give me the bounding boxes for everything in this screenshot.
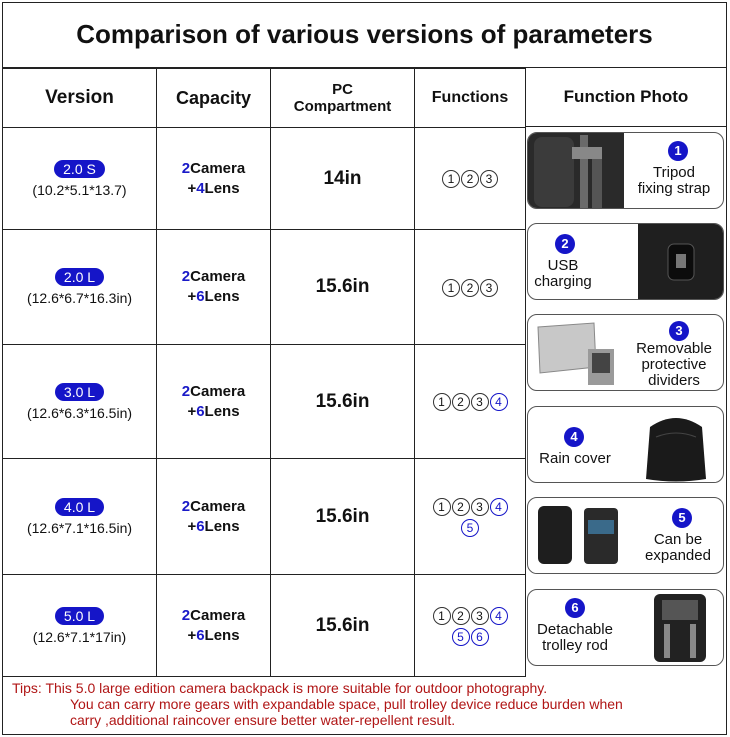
function-number-badge: 2	[452, 393, 470, 411]
functions-line1	[415, 168, 525, 189]
tips-line3: carry ,additional raincover ensure better water-repellent result.	[70, 712, 456, 728]
version-cell	[3, 575, 157, 677]
camera-label: Camera	[190, 606, 246, 624]
lens-label: Lens	[204, 179, 240, 197]
lens-label: Lens	[204, 402, 240, 420]
header-functions: Functions	[415, 69, 526, 128]
function-number-badge: 2	[461, 170, 479, 188]
capacity-cell	[157, 128, 271, 230]
capacity-cell	[157, 459, 271, 575]
function-number-badge: 2	[452, 607, 470, 625]
function-caption	[624, 165, 724, 197]
capacity-lens	[157, 402, 270, 422]
pc-compartment-cell: 15.6in	[271, 345, 415, 459]
pc-compartment-cell: 15.6in	[271, 459, 415, 575]
function-number-badge: 3	[471, 498, 489, 516]
dividers-photo	[534, 319, 624, 389]
function-caption-line2: fixing strap	[637, 180, 711, 197]
header-pc-line1: PC	[332, 81, 353, 98]
tips-note	[12, 680, 722, 728]
capacity-camera	[157, 606, 270, 626]
camera-label: Camera	[190, 497, 246, 515]
version-pill: 5.0 L	[55, 607, 104, 625]
function-number-badge: 4	[490, 393, 508, 411]
table-row	[3, 345, 526, 459]
header-capacity: Capacity	[157, 69, 271, 128]
usb-charging-photo	[638, 224, 724, 300]
function-caption-line1: Detachable	[537, 621, 613, 638]
function-number-badge: 3	[471, 607, 489, 625]
functions-line1	[415, 391, 525, 412]
lens-plus: +	[187, 288, 197, 305]
page-title: Comparison of various versions of parameters	[2, 2, 727, 68]
function-number-badge: 2	[555, 234, 575, 254]
version-pill: 4.0 L	[55, 498, 104, 516]
lens-plus: +	[187, 402, 197, 420]
lens-plus: +	[187, 626, 197, 644]
table-row	[3, 459, 526, 575]
function-photo-card	[527, 314, 724, 391]
camera-count: 2	[181, 606, 191, 624]
functions-line1	[415, 605, 525, 626]
function-caption-line2: protective	[641, 356, 707, 373]
function-number-badge: 5	[461, 519, 479, 537]
function-caption-line3: dividers	[648, 372, 700, 389]
tips-line1: Tips: This 5.0 large edition camera backpack is more suitable for outdoor photography.	[12, 680, 548, 696]
function-caption	[632, 532, 724, 564]
functions-line2	[415, 626, 525, 647]
version-dimensions: (12.6*6.7*16.3in)	[26, 290, 133, 306]
function-number-badge: 1	[442, 279, 460, 297]
lens-count: 6	[196, 626, 205, 644]
version-dimensions: (12.6*7.1*17in)	[32, 628, 127, 645]
function-number-badge: 5	[452, 628, 470, 646]
version-cell	[3, 230, 157, 345]
table-row	[3, 128, 526, 230]
function-number-badge: 4	[490, 607, 508, 625]
function-number-badge: 3	[471, 393, 489, 411]
camera-count: 2	[181, 268, 191, 285]
function-number-badge: 1	[433, 393, 451, 411]
tripod-strap-photo	[528, 133, 624, 209]
function-caption	[624, 341, 724, 389]
comparison-table	[2, 68, 526, 677]
table-row	[3, 230, 526, 345]
function-caption	[530, 258, 596, 290]
lens-label: Lens	[204, 517, 240, 535]
header-pc-line2: Compartment	[293, 98, 392, 115]
function-number-badge: 3	[480, 170, 498, 188]
function-number-badge: 2	[452, 498, 470, 516]
pc-compartment-cell: 15.6in	[271, 230, 415, 345]
header-function-photo: Function Photo	[525, 68, 727, 127]
capacity-camera	[157, 382, 270, 402]
functions-cell	[415, 459, 526, 575]
camera-label: Camera	[190, 268, 246, 285]
pc-compartment-cell: 15.6in	[271, 575, 415, 677]
function-number-badge: 6	[471, 628, 489, 646]
version-cell	[3, 128, 157, 230]
lens-count: 4	[196, 179, 205, 197]
functions-cell	[415, 345, 526, 459]
tips-line2: You can carry more gears with expandable space, pull trolley device reduce burden when	[70, 696, 623, 712]
functions-line1	[415, 496, 525, 517]
function-photo-card	[527, 223, 724, 300]
function-number-badge: 3	[480, 279, 498, 297]
lens-label: Lens	[204, 288, 240, 305]
function-caption	[530, 451, 620, 467]
lens-plus: +	[187, 179, 197, 197]
pc-compartment-cell: 14in	[271, 128, 415, 230]
lens-label: Lens	[204, 626, 240, 644]
function-caption	[530, 622, 620, 654]
capacity-camera	[157, 497, 270, 517]
header-version: Version	[3, 69, 157, 128]
function-caption-line1: USB	[547, 257, 579, 274]
camera-count: 2	[181, 497, 191, 515]
lens-count: 6	[196, 402, 205, 420]
version-dimensions: (12.6*6.3*16.5in)	[26, 404, 133, 421]
function-number-badge: 1	[668, 141, 688, 161]
function-caption-line2: trolley rod	[542, 637, 608, 654]
header-row	[3, 69, 526, 128]
function-number-badge: 1	[433, 498, 451, 516]
function-photo-card	[527, 497, 724, 574]
header-pc-compartment	[271, 69, 415, 128]
capacity-cell	[157, 230, 271, 345]
capacity-lens	[157, 626, 270, 646]
version-cell	[3, 459, 157, 575]
version-pill: 2.0 S	[54, 160, 105, 178]
function-caption-line2: expanded	[645, 547, 711, 564]
lens-count: 6	[196, 517, 205, 535]
function-number-badge: 4	[490, 498, 508, 516]
expanded-backpack-photo	[532, 500, 632, 573]
function-caption-line1: Can be	[653, 531, 703, 548]
camera-label: Camera	[190, 382, 246, 400]
table-row	[3, 575, 526, 677]
lens-count: 6	[196, 288, 205, 305]
functions-cell	[415, 575, 526, 677]
capacity-camera	[157, 159, 270, 179]
function-number-badge: 2	[461, 279, 479, 297]
function-number-badge: 1	[433, 607, 451, 625]
camera-count: 2	[181, 159, 191, 177]
capacity-lens	[157, 287, 270, 307]
capacity-cell	[157, 575, 271, 677]
function-number-badge: 6	[565, 598, 585, 618]
function-caption-line1: Removable	[636, 340, 712, 357]
function-photo-card	[527, 406, 724, 483]
function-photo-card	[527, 589, 724, 666]
capacity-camera	[157, 267, 270, 287]
version-pill: 3.0 L	[55, 383, 104, 401]
capacity-lens	[157, 517, 270, 537]
version-dimensions: (12.6*7.1*16.5in)	[26, 519, 133, 536]
functions-line2	[415, 517, 525, 538]
functions-cell	[415, 230, 526, 345]
version-pill: 2.0 L	[55, 268, 104, 286]
function-photo-card	[527, 132, 724, 209]
function-number-badge: 5	[672, 508, 692, 528]
functions-line1	[415, 277, 525, 298]
function-caption-line1: Tripod	[653, 164, 695, 181]
function-caption-line1: Rain cover	[539, 450, 611, 467]
lens-plus: +	[187, 517, 197, 535]
functions-cell	[415, 128, 526, 230]
function-number-badge: 4	[564, 427, 584, 447]
camera-label: Camera	[190, 159, 246, 177]
function-number-badge: 3	[669, 321, 689, 341]
rain-cover-photo	[636, 407, 716, 483]
trolley-rod-photo	[640, 590, 720, 666]
function-caption-line2: charging	[534, 273, 592, 290]
capacity-cell	[157, 345, 271, 459]
camera-count: 2	[181, 382, 191, 400]
version-cell	[3, 345, 157, 459]
function-number-badge: 1	[442, 170, 460, 188]
capacity-lens	[157, 179, 270, 199]
version-dimensions: (10.2*5.1*13.7)	[32, 181, 127, 198]
